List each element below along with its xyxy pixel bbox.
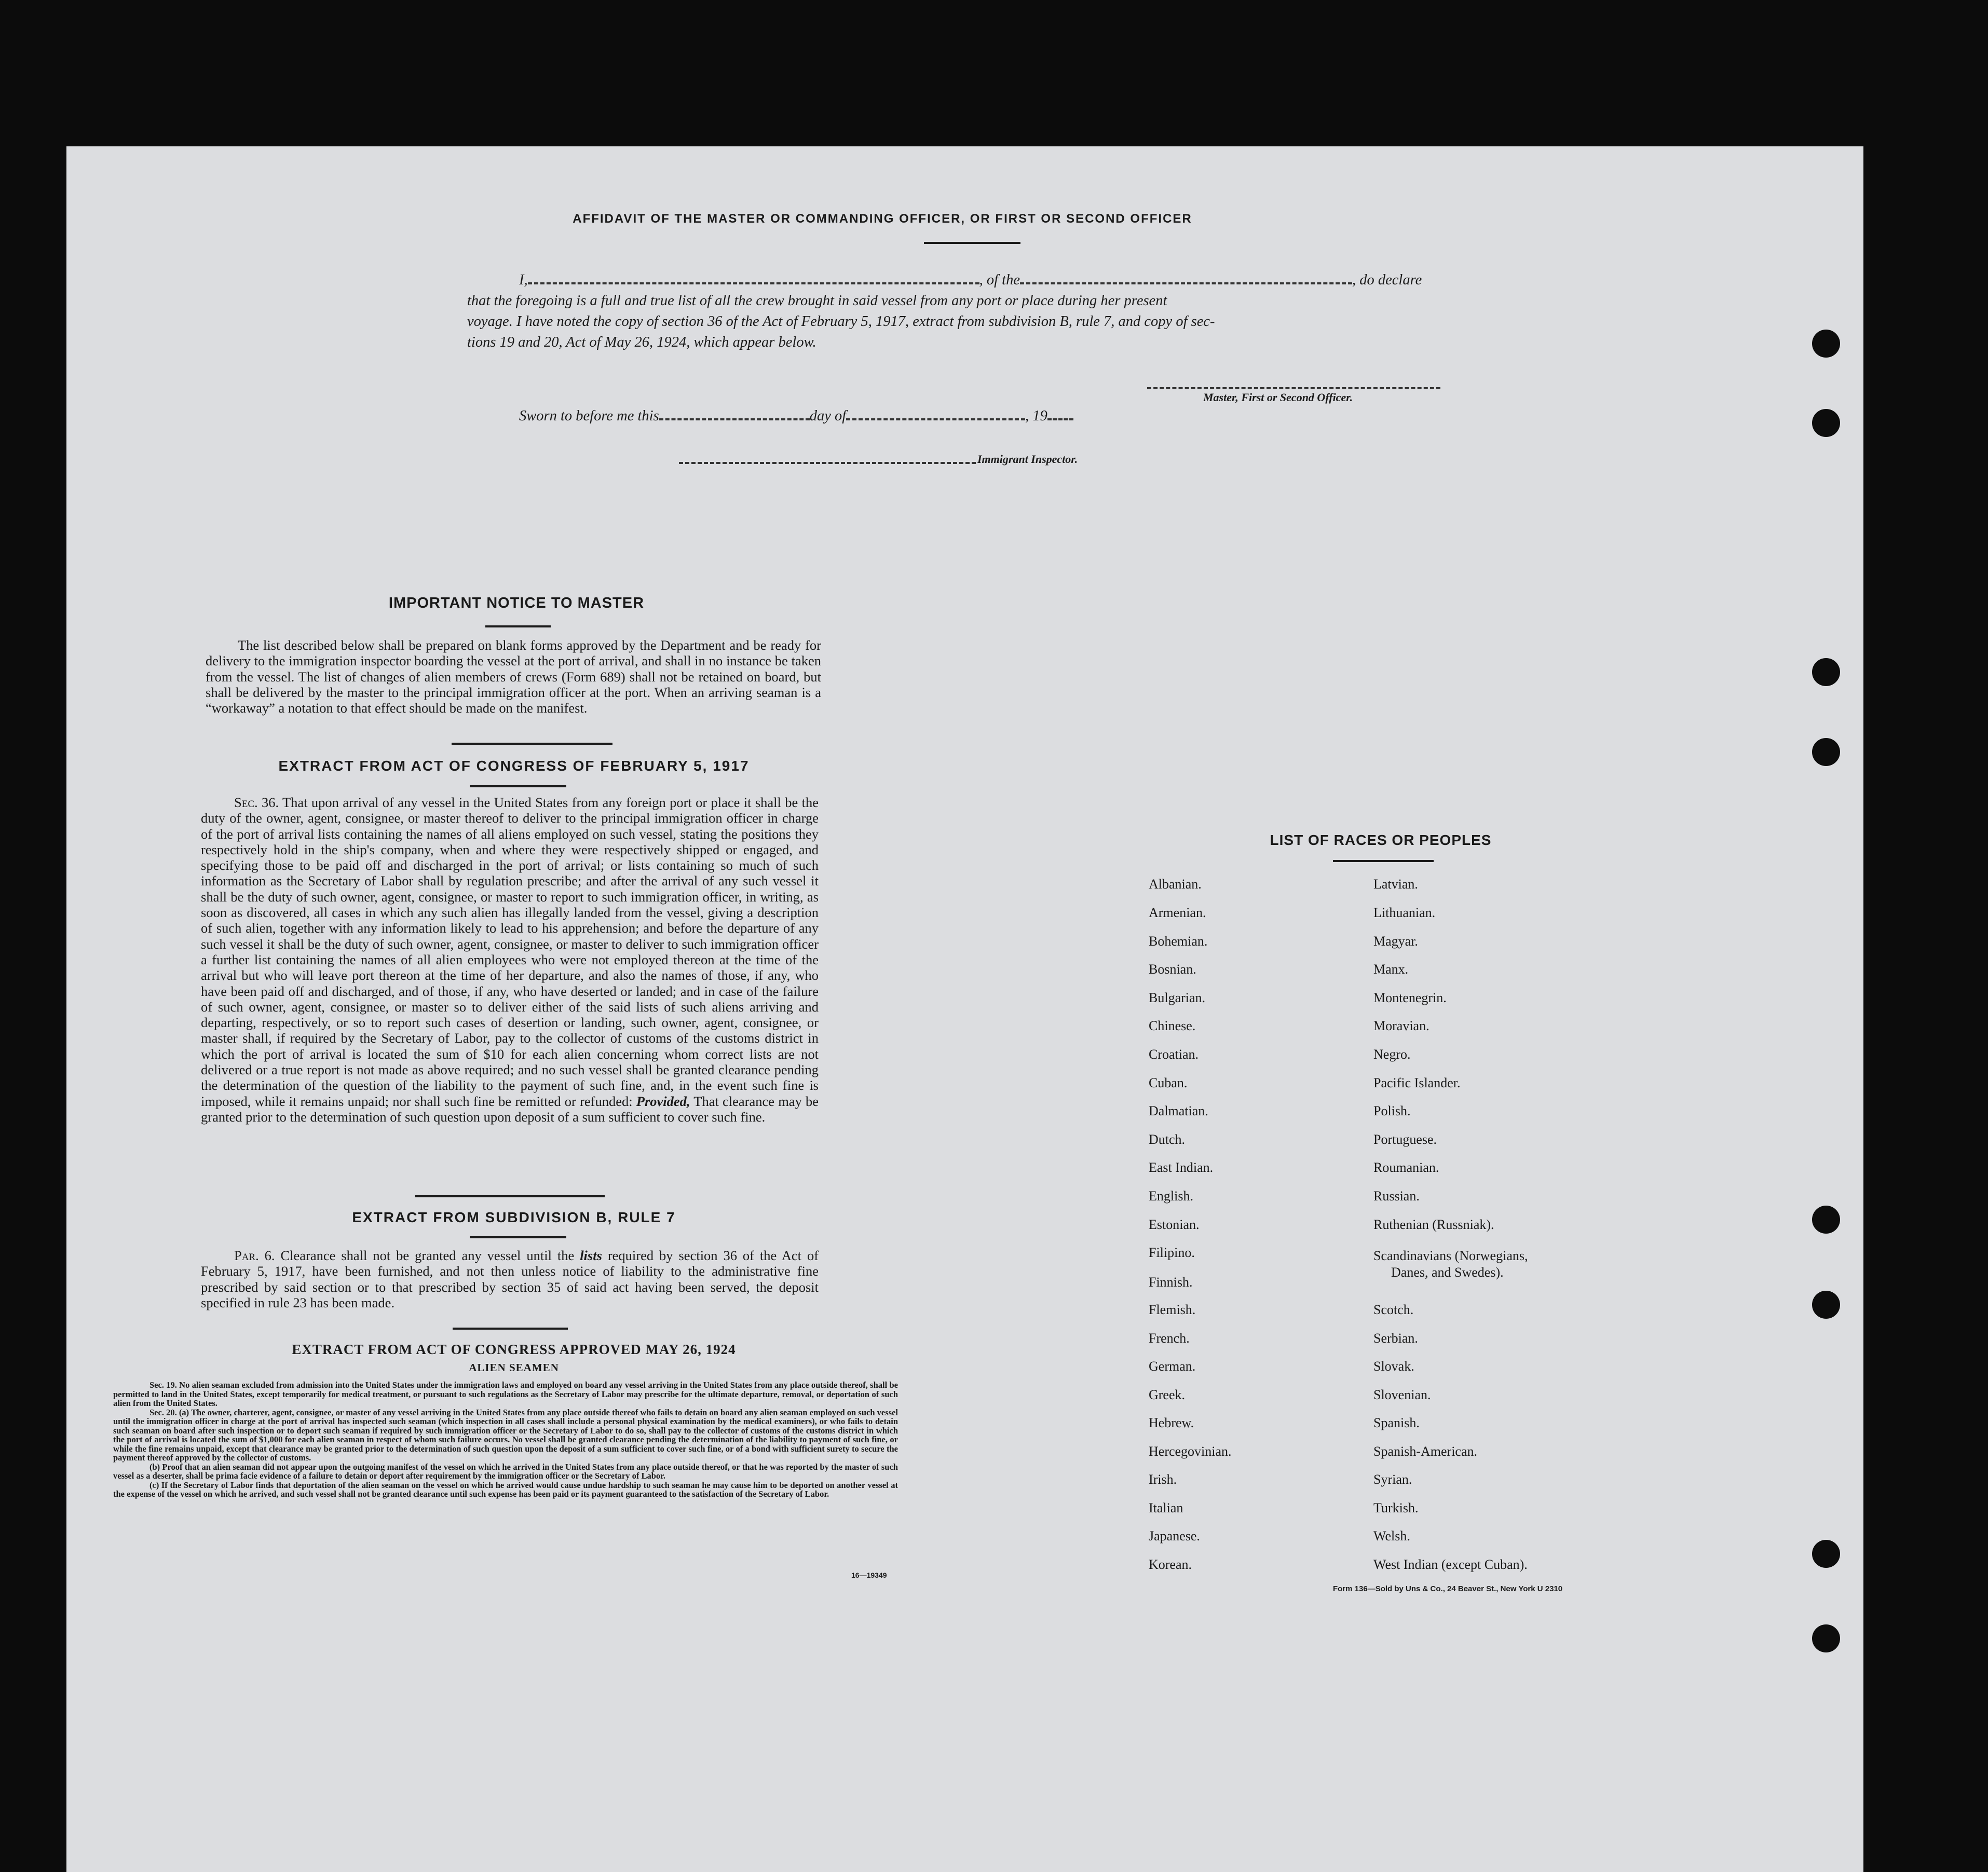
race-item: Spanish.	[1373, 1415, 1420, 1430]
race-item: Albanian.	[1149, 877, 1202, 892]
race-item: Montenegrin.	[1373, 990, 1447, 1005]
punch-hole	[1812, 1206, 1840, 1234]
section-36-text: That upon arrival of any vessel in the United States from any foreign port or place it shall be the duty of the owner, agent, consignee, or master thereof to deliver to the principal immigration officer in charge of the port of arrival lists containing the names of all aliens employed on such vessel, stating the positions they respectively hold in the ship's company, when and where they were respectively shipped or engaged, and specifying those to be paid off and discharged in the port of arrival; or lists containing so much of such information as the Secretary of Labor shall by regulation prescribe; and after the arrival of any such vessel it shall be the duty of such owner, agent, consignee, or master to report to such immigration officer, in writing, as soon as discovered, all cases in which any such alien has illegally landed from the vessel, giving a description of such alien, together with any information likely to lead to his apprehension; and before the departure of any such vessel it shall be the duty of such owner, agent, consignee, or master to deliver to such immigration officer a further list containing the names of all alien employees who were not employed thereon at the time of the arrival but who will leave port thereon at the time of her departure, and also the names of those, if any, who have been paid off and discharged, and of those, if any, who have deserted or landed; and in case of the failure of such owner, agent, consignee, or master so to deliver either of the said lists of such aliens arriving and departing, respectively, or so to report such cases of desertion or landing, such owner, agent, consignee, or master shall, if required by the Secretary of Labor, pay to the collector of customs of the customs district in which the port of arrival is located the sum of $10 for each alien concerning whom correct lists are not delivered or a true report is not made as above required; and no such vessel shall be granted clearance pending the determination of the question of the liability to the payment of such fine, and, in the event such fine is imposed, while it remains unpaid; nor shall such fine be remitted or refunded:	[201, 795, 819, 1109]
race-item: Hebrew.	[1149, 1415, 1194, 1430]
punch-hole	[1812, 738, 1840, 766]
name-blank[interactable]	[528, 273, 979, 284]
affidavit-do-declare: , do declare	[1352, 272, 1422, 288]
race-item: Portuguese.	[1373, 1132, 1437, 1147]
race-item: Welsh.	[1373, 1528, 1410, 1543]
divider	[485, 625, 551, 627]
race-item: Cuban.	[1149, 1075, 1188, 1090]
section-label: Sec. 36.	[234, 795, 279, 810]
section-36-text-end: That clearance may be granted prior to the determination of such question upon deposit of a sum sufficient to cover such fine.	[201, 1093, 819, 1125]
sworn-label: Sworn to before me this	[519, 408, 659, 424]
year-label: , 19	[1025, 408, 1047, 424]
race-item: Scotch.	[1373, 1302, 1414, 1317]
race-item: German.	[1149, 1359, 1196, 1374]
divider	[415, 1195, 605, 1197]
divider	[470, 1236, 566, 1238]
section-20b-text: (b) Proof that an alien seaman did not appear upon the outgoing manifest of the vessel on which he arrived in the United States from any place outside thereof, or that he was reported by the master of such vessel as a deserter, shall be prima facie evidence of a failure to detain or deport after requirement by the immigration officer or the Secretary of Labor.	[113, 1461, 898, 1481]
affidavit-line: tions 19 and 20, Act of May 26, 1924, which appear below.	[467, 334, 816, 350]
punch-hole	[1812, 658, 1840, 686]
month-blank[interactable]	[846, 409, 1025, 420]
subdivision-text	[201, 1248, 819, 1310]
race-item: Roumanian.	[1373, 1160, 1439, 1175]
race-item: Hercegovinian.	[1149, 1444, 1232, 1459]
race-item: Korean.	[1149, 1557, 1192, 1572]
extract-1924-subtitle: ALIEN SEAMEN	[469, 1361, 559, 1374]
affidavit-line: voyage. I have noted the copy of section 36 of the Act of February 5, 1917, extract from subdivision B, rule 7, and copy of sec-	[467, 313, 1215, 330]
notice-title: IMPORTANT NOTICE TO MASTER	[388, 595, 645, 611]
race-item: Magyar.	[1373, 934, 1418, 949]
day-blank[interactable]	[659, 409, 810, 420]
inspector-caption: Immigrant Inspector.	[977, 453, 1078, 466]
notice-text: The list described below shall be prepared on blank forms approved by the Department and be ready for delivery to the immigration inspector boarding the vessel at the port of arrival, and shall in no instance be taken from the vessel. The list of changes of alien members of crews (Form 689) shall not be retained on board, but shall be delivered by the master to the principal immigration officer at the port. When an arriving seaman is a “workaway” a notation to that effect should be made on the manifest.	[206, 637, 821, 716]
master-signature-line[interactable]	[1147, 378, 1440, 389]
races-title: LIST OF RACES OR PEOPLES	[1270, 832, 1492, 848]
race-item: West Indian (except Cuban).	[1373, 1557, 1528, 1572]
subdivision-title: EXTRACT FROM SUBDIVISION B, RULE 7	[352, 1209, 676, 1225]
lists-label: lists	[580, 1248, 602, 1263]
race-item: East Indian.	[1149, 1160, 1214, 1175]
punch-hole	[1812, 1624, 1840, 1652]
race-item: Lithuanian.	[1373, 905, 1436, 920]
day-of-label: day of	[809, 408, 847, 424]
race-item: Bohemian.	[1149, 934, 1208, 949]
race-item: Armenian.	[1149, 905, 1206, 920]
race-item: Bulgarian.	[1149, 990, 1206, 1005]
race-item: Danes, and Swedes).	[1391, 1265, 1504, 1280]
divider	[1333, 860, 1434, 862]
divider	[924, 242, 1020, 244]
year-blank[interactable]	[1047, 409, 1073, 420]
race-item: Italian	[1149, 1500, 1183, 1515]
sworn-line	[519, 408, 1073, 425]
race-item: French.	[1149, 1331, 1190, 1346]
race-item: Spanish-American.	[1373, 1444, 1478, 1459]
race-item: Moravian.	[1373, 1018, 1429, 1033]
race-item: Russian.	[1373, 1188, 1420, 1204]
race-item: Syrian.	[1373, 1472, 1412, 1487]
race-item: Latvian.	[1373, 877, 1418, 892]
paragraph-6-text-end: required by section 36 of the Act of February 5, 1917, have been furnished, and not then unless notice of liability to the administrative fine prescribed by said section or to that prescribed by section 35 of said act having been served, the deposit specified in rule 23 has been made.	[201, 1248, 819, 1310]
inspector-signature-line[interactable]	[679, 453, 976, 464]
affidavit-of-the: , of the	[979, 272, 1020, 288]
provided-label: Provided,	[636, 1093, 690, 1109]
divider	[453, 1328, 568, 1330]
punch-hole	[1812, 330, 1840, 358]
race-item: Bosnian.	[1149, 962, 1196, 977]
affidavit-declaration	[467, 270, 1472, 353]
affidavit-title: AFFIDAVIT OF THE MASTER OR COMMANDING OFFICER, OR FIRST OR SECOND OFFICER	[573, 212, 1192, 226]
race-item: Negro.	[1373, 1047, 1411, 1062]
race-item: Dalmatian.	[1149, 1103, 1208, 1118]
race-item: Ruthenian (Russniak).	[1373, 1217, 1494, 1232]
race-item: Irish.	[1149, 1472, 1177, 1487]
race-item: Dutch.	[1149, 1132, 1186, 1147]
race-item: Turkish.	[1373, 1500, 1419, 1515]
affidavit-i: I,	[519, 272, 528, 288]
race-item: Serbian.	[1373, 1331, 1418, 1346]
race-item: Scandinavians (Norwegians,	[1373, 1248, 1528, 1263]
race-item: Filipino.	[1149, 1245, 1195, 1260]
paragraph-6-text: Clearance shall not be granted any vessel until the	[280, 1248, 575, 1263]
extract-1917-text	[201, 795, 819, 1125]
race-item: Japanese.	[1149, 1528, 1200, 1543]
form-footer: Form 136—Sold by Uns & Co., 24 Beaver St., New York U 2310	[1333, 1584, 1563, 1593]
race-item: Flemish.	[1149, 1302, 1196, 1317]
master-caption: Master, First or Second Officer.	[1203, 391, 1353, 404]
race-item: Slovenian.	[1373, 1387, 1431, 1402]
race-item: Pacific Islander.	[1373, 1075, 1461, 1090]
punch-hole	[1812, 1291, 1840, 1319]
punch-hole	[1812, 409, 1840, 437]
race-item: Estonian.	[1149, 1217, 1200, 1232]
race-item: Croatian.	[1149, 1047, 1199, 1062]
section-20a-text: Sec. 20. (a) The owner, charterer, agent, consignee, or master of any vessel arriving in the United States from any place outside thereof who fails to detain on board any alien seaman employed on such vessel until the immigration officer in charge at the port of arrival has inspected such seaman (which inspection in all cases shall include a personal physical examination by the medical examiners), or who fails to detain such seaman on board after such inspection or to deport such seaman if required by such immigration officer or the Secretary of Labor to do so, shall pay to the collector of customs of the customs district in which the port of arrival is located the sum of $1,000 for each alien seaman in respect of whom such failure occurs. No vessel shall be granted clearance pending the determination of the liability to payment of such fine, or while the fine remains unpaid, except that clearance may be granted prior to the determination of such question upon the deposit of a sum sufficient to cover such fine, or of a bond with sufficient surety to secure the payment thereof approved by the collector of customs.	[113, 1407, 898, 1463]
race-item: Greek.	[1149, 1387, 1186, 1402]
race-item: Polish.	[1373, 1103, 1411, 1118]
race-item: Slovak.	[1373, 1359, 1414, 1374]
race-item: Chinese.	[1149, 1018, 1196, 1033]
section-19-text: Sec. 19. No alien seaman excluded from admission into the United States under the immigration laws and employed on board any vessel arriving in the United States from any place outside thereof, shall be permitted to land in the United States, except temporarily for medical treatment, or pursuant to such regulations as the Secretary of Labor may prescribe for the ultimate departure, removal, or deportation of such alien from the United States.	[113, 1380, 898, 1408]
extract-1917-title: EXTRACT FROM ACT OF CONGRESS OF FEBRUARY 5, 1917	[278, 758, 750, 774]
extract-1924-text	[113, 1381, 898, 1499]
affidavit-line: that the foregoing is a full and true list of all the crew brought in said vessel from any port or place during her present	[467, 293, 1167, 309]
extract-1924-title: EXTRACT FROM ACT OF CONGRESS APPROVED MAY 26, 1924	[292, 1342, 736, 1357]
form-code: 16—19349	[851, 1571, 887, 1579]
race-item: English.	[1149, 1188, 1193, 1204]
paragraph-label: Par. 6.	[234, 1248, 275, 1263]
divider	[452, 743, 612, 745]
section-20c-text: (c) If the Secretary of Labor finds that deportation of the alien seaman on the vessel on which he arrived would cause undue hardship to such seaman he may cause him to be deported on another vessel at the expense of the vessel on which he arrived, and such vessel shall not be granted clearance until such expense has been paid or its payment guaranteed to the satisfaction of the Secretary of Labor.	[113, 1480, 898, 1499]
race-item: Finnish.	[1149, 1275, 1193, 1290]
race-item: Manx.	[1373, 962, 1409, 977]
vessel-blank[interactable]	[1020, 273, 1352, 284]
divider	[470, 785, 566, 787]
punch-hole	[1812, 1540, 1840, 1568]
